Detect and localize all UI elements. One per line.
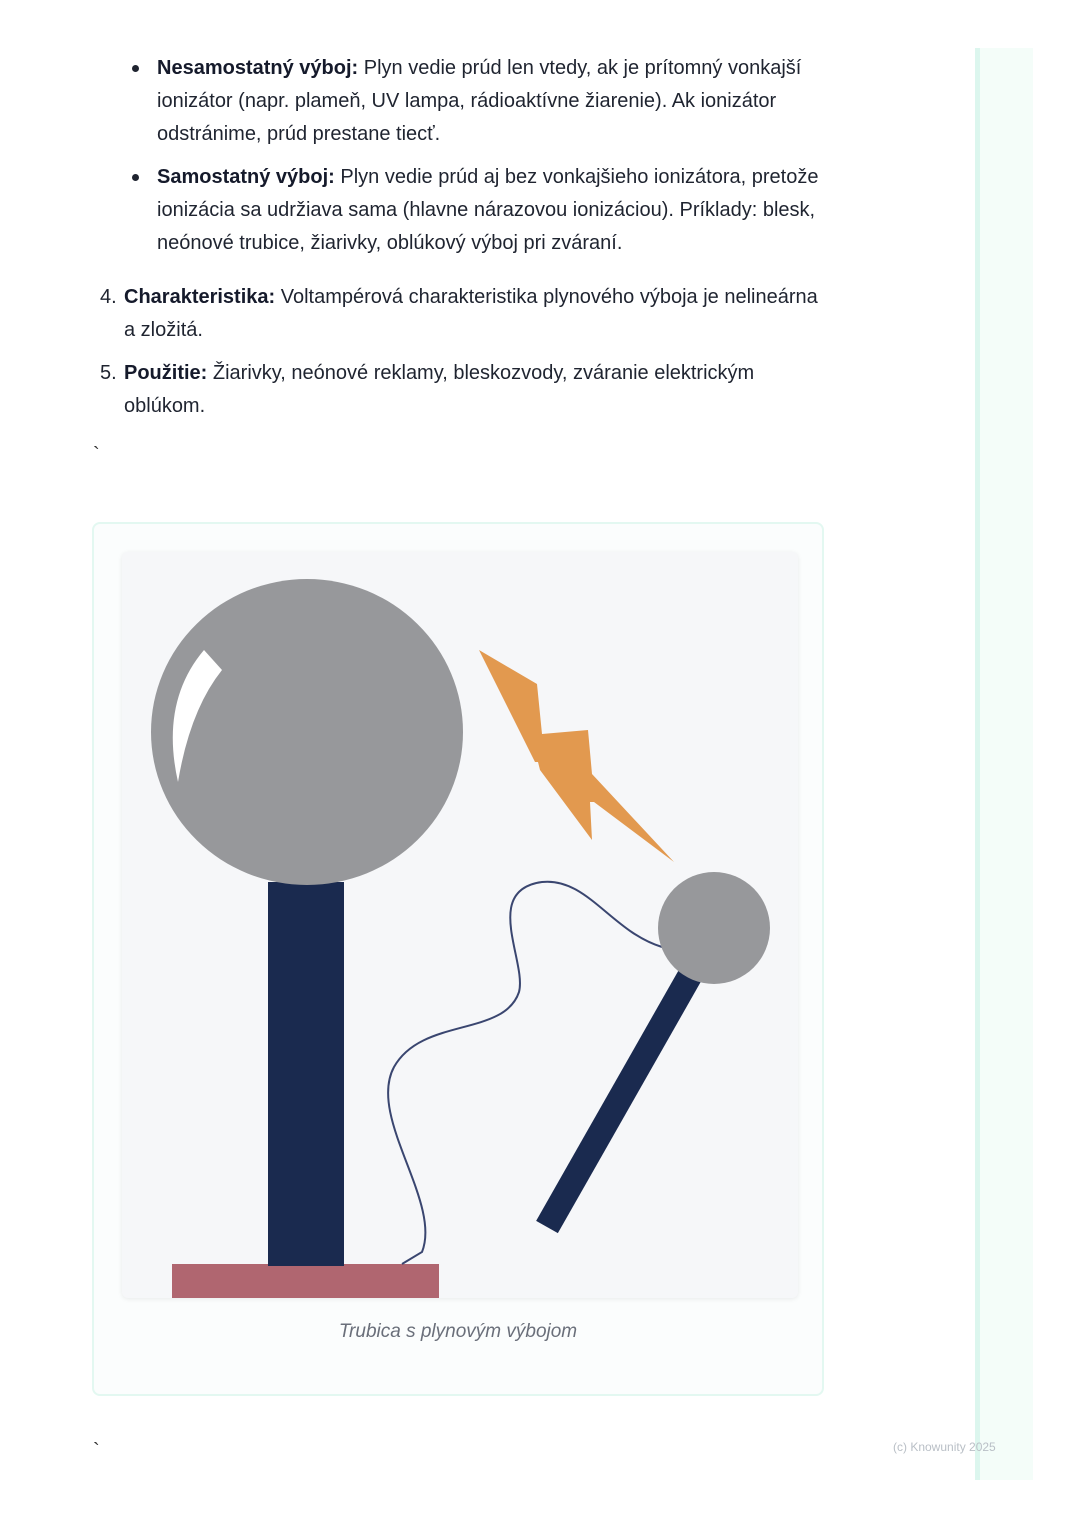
item-title: Nesamostatný výboj: (157, 57, 359, 79)
item-title: Charakteristika: (124, 286, 276, 308)
item-text: Plyn vedie prúd len vtedy, ak je prítomný vonkajší ionizátor (napr. plameň, UV lampa, rádioaktívne žiarenie). Ak ionizátor odstránime, prúd prestane tiecť. (157, 57, 802, 145)
main-rod (268, 882, 344, 1266)
numbered-list (100, 281, 820, 433)
list-item (126, 161, 846, 260)
copyright-footer: (c) Knowunity 2025 (893, 1440, 996, 1454)
figure-card (92, 522, 824, 1396)
bullet-dot (132, 174, 139, 181)
list-item (126, 52, 846, 151)
figure-caption: Trubica s plynovým výbojom (338, 1321, 578, 1342)
item-title: Použitie: (124, 362, 208, 384)
stand-base (172, 1264, 439, 1298)
bullet-dot (132, 65, 139, 72)
discharge-tube-illustration (122, 552, 798, 1298)
item-title: Samostatný výboj: (157, 166, 335, 188)
item-number: 4. (100, 286, 117, 308)
stray-backtick: ` (93, 444, 100, 466)
right-sidebar-border (975, 48, 980, 1480)
small-sphere (658, 872, 770, 984)
stray-backtick: ` (93, 1440, 100, 1462)
figure-illustration (122, 552, 798, 1298)
item-number: 5. (100, 362, 117, 384)
discharge-types-list (126, 52, 846, 270)
item-text: Žiarivky, neónové reklamy, bleskozvody, zváranie elektrickým oblúkom. (124, 362, 755, 417)
spark-icon (479, 650, 674, 862)
item-text: Plyn vedie prúd aj bez vonkajšieho ionizátora, pretože ionizácia sa udržiava sama (hlavne nárazovou ionizáciou). Príklady: blesk, neónové trubice, žiarivky, oblúkový výboj pri zváraní. (157, 166, 819, 254)
angled-rod (547, 972, 692, 1227)
large-sphere (151, 579, 463, 885)
list-item (100, 357, 820, 423)
item-text: Voltampérová charakteristika plynového výboja je nelineárna a zložitá. (124, 286, 818, 341)
list-item (100, 281, 820, 347)
right-sidebar-strip (975, 48, 1033, 1480)
